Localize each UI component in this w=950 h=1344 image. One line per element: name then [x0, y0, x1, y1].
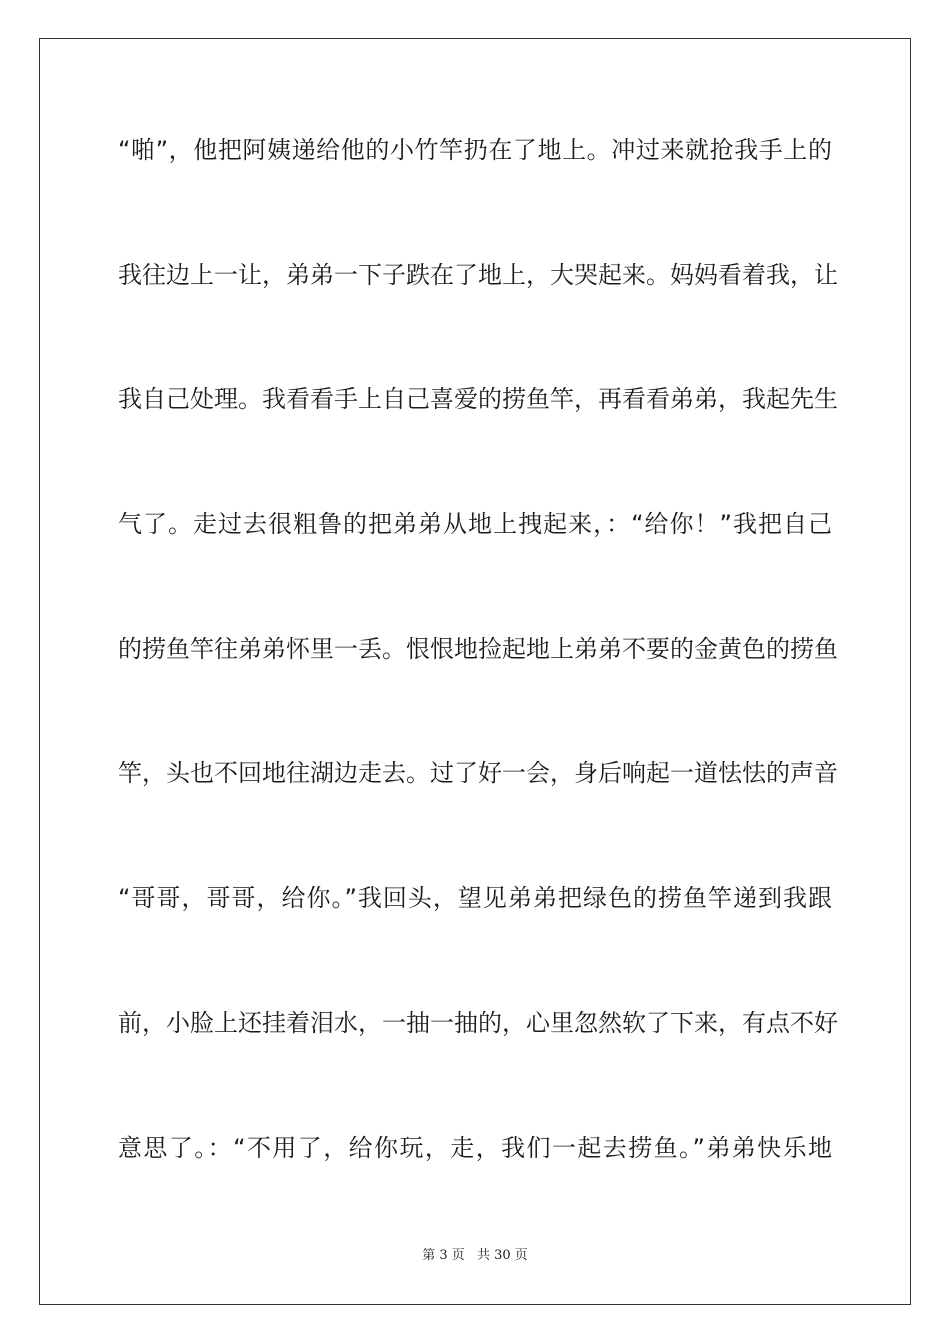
text-line: 意思了。：“不用了，给你玩，走，我们一起去捞鱼。”弟弟快乐地	[118, 1133, 832, 1162]
text-line: “哥哥，哥哥，给你。”我回头，望见弟弟把绿色的捞鱼竿递到我跟	[118, 884, 832, 913]
text-line: 的捞鱼竿往弟弟怀里一丢。恨恨地捡起地上弟弟不要的金黄色的捞鱼	[118, 634, 838, 663]
page-total: 共 30 页	[476, 1248, 528, 1263]
text-line: 气了。走过去很粗鲁的把弟弟从地上拽起来，：“给你！”我把自己	[118, 510, 832, 539]
text-line: 我自己处理。我看看手上自己喜爱的捞鱼竿，再看看弟弟，我起先生	[118, 385, 838, 414]
page-number: 第 3 页	[422, 1248, 465, 1263]
text-line: 我往边上一让，弟弟一下子跌在了地上，大哭起来。妈妈看着我，让	[118, 260, 838, 289]
text-line: “啪”，他把阿姨递给他的小竹竿扔在了地上。冲过来就抢我手上的	[118, 136, 832, 164]
text-line: 竿，头也不回地往湖边走去。过了好一会，身后响起一道怯怯的声音	[118, 759, 838, 788]
page-footer	[0, 1246, 950, 1266]
text-line: 前，小脸上还挂着泪水，一抽一抽的，心里忽然软了下来，有点不好	[118, 1008, 838, 1037]
body-text	[118, 126, 838, 1248]
